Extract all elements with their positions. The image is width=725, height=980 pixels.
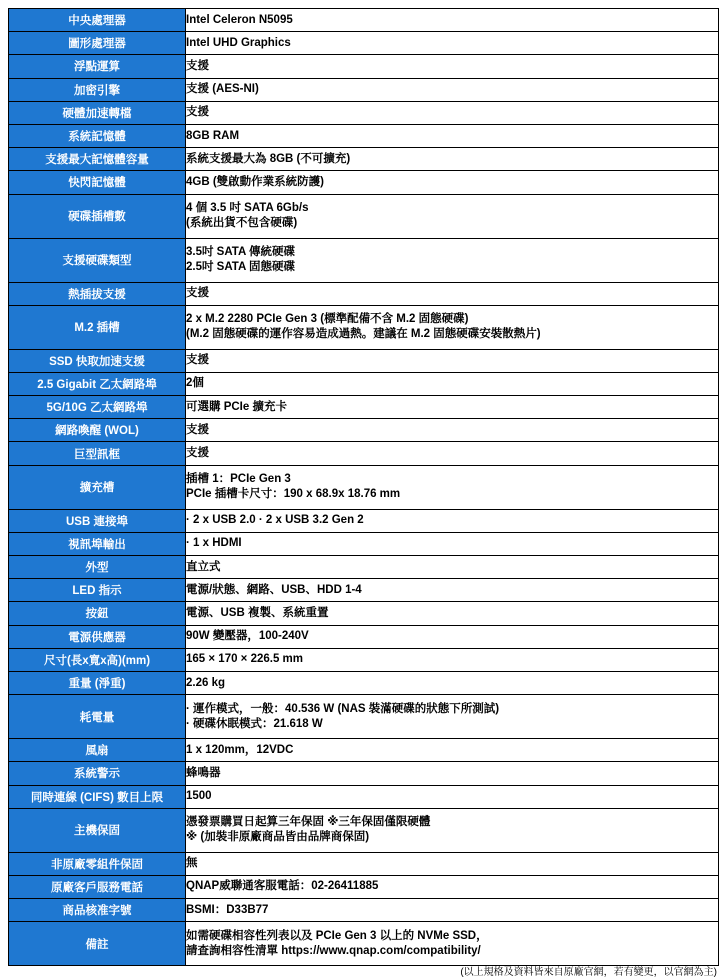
spec-value-line: QNAP威聯通客服電話：02-26411885 xyxy=(186,880,379,893)
spec-row xyxy=(9,282,719,305)
spec-value-line: 蜂鳴器 xyxy=(186,766,221,779)
spec-value-line: 2.5吋 SATA 固態硬碟 xyxy=(186,261,296,273)
spec-value-line: 1500 xyxy=(186,790,212,803)
spec-value-line: 1 x 120mm，12VDC xyxy=(186,743,294,756)
spec-value-line: Intel UHD Graphics xyxy=(186,36,291,49)
spec-label: USB 連接埠 xyxy=(9,509,186,532)
spec-value-line: 支援 xyxy=(186,106,209,119)
spec-value-line: 支援 xyxy=(186,423,209,436)
spec-row xyxy=(9,922,719,966)
spec-value xyxy=(186,465,719,509)
spec-row xyxy=(9,808,719,852)
spec-label: 硬碟插槽數 xyxy=(9,194,186,238)
spec-value-line: 165 × 170 × 226.5 mm xyxy=(186,653,304,666)
spec-value xyxy=(186,9,719,32)
spec-row xyxy=(9,55,719,78)
spec-row xyxy=(9,695,719,739)
spec-row xyxy=(9,532,719,555)
spec-value xyxy=(186,671,719,694)
spec-row xyxy=(9,579,719,602)
spec-label: 圖形處理器 xyxy=(9,32,186,55)
spec-label: 系統警示 xyxy=(9,762,186,785)
spec-value xyxy=(186,124,719,147)
spec-row xyxy=(9,875,719,898)
spec-row xyxy=(9,465,719,509)
spec-value-line: 支援 (AES-NI) xyxy=(186,83,259,96)
spec-label: 非原廠零組件保固 xyxy=(9,852,186,875)
spec-value-line: · 1 x HDMI xyxy=(186,537,242,550)
spec-value-line: 4GB (雙啟動作業系統防護) xyxy=(186,175,324,188)
spec-label: LED 指示 xyxy=(9,579,186,602)
spec-label: 2.5 Gigabit 乙太網路埠 xyxy=(9,372,186,395)
spec-value xyxy=(186,282,719,305)
spec-label: 快閃記憶體 xyxy=(9,171,186,194)
spec-value xyxy=(186,419,719,442)
spec-row xyxy=(9,32,719,55)
spec-row xyxy=(9,762,719,785)
spec-value xyxy=(186,305,719,349)
spec-table xyxy=(8,8,719,966)
spec-value xyxy=(186,762,719,785)
footnote: (以上規格及資料皆來自原廠官網，若有變更，以官網為主) xyxy=(460,967,717,978)
spec-label: 系統記憶體 xyxy=(9,124,186,147)
spec-value-line: 8GB RAM xyxy=(186,129,240,142)
spec-value-line: 電源、USB 複製、系統重置 xyxy=(186,606,329,619)
spec-value xyxy=(186,238,719,282)
spec-label: M.2 插槽 xyxy=(9,305,186,349)
spec-row xyxy=(9,648,719,671)
spec-value-line: 支援 xyxy=(186,59,209,72)
spec-label: 巨型訊框 xyxy=(9,442,186,465)
spec-label: 網路喚醒 (WOL) xyxy=(9,419,186,442)
spec-label: 硬體加速轉檔 xyxy=(9,101,186,124)
spec-value xyxy=(186,101,719,124)
spec-label: 耗電量 xyxy=(9,695,186,739)
spec-label: 5G/10G 乙太網路埠 xyxy=(9,396,186,419)
spec-row xyxy=(9,785,719,808)
spec-label: 商品核准字號 xyxy=(9,899,186,922)
spec-label: 原廠客戶服務電話 xyxy=(9,875,186,898)
spec-value xyxy=(186,148,719,171)
spec-value xyxy=(186,899,719,922)
spec-row xyxy=(9,899,719,922)
spec-row xyxy=(9,124,719,147)
spec-value xyxy=(186,442,719,465)
spec-value-line: 電源/狀態、網路、USB、HDD 1-4 xyxy=(186,583,362,596)
spec-value-line: (系統出貨不包含硬碟) xyxy=(186,217,298,229)
spec-row xyxy=(9,852,719,875)
spec-label: 按鈕 xyxy=(9,602,186,625)
spec-row xyxy=(9,442,719,465)
spec-row xyxy=(9,419,719,442)
spec-label: 主機保固 xyxy=(9,808,186,852)
spec-value-line: 支援 xyxy=(186,447,209,460)
spec-value xyxy=(186,372,719,395)
spec-value-line: 直立式 xyxy=(186,560,221,573)
spec-value xyxy=(186,695,719,739)
spec-label: 風扇 xyxy=(9,739,186,762)
spec-row xyxy=(9,349,719,372)
spec-value-line: 支援 xyxy=(186,354,209,367)
spec-value-line: BSMI：D33B77 xyxy=(186,903,269,916)
spec-label: 浮點運算 xyxy=(9,55,186,78)
spec-row xyxy=(9,305,719,349)
spec-row xyxy=(9,602,719,625)
spec-table-body xyxy=(9,9,719,966)
spec-value xyxy=(186,532,719,555)
spec-row xyxy=(9,101,719,124)
spec-value-line: 2 x M.2 2280 PCIe Gen 3 (標準配備不含 M.2 固態硬碟) xyxy=(186,313,469,326)
spec-value-line: 2.26 kg xyxy=(186,676,225,689)
spec-value xyxy=(186,579,719,602)
spec-value-line: 如需硬碟相容性列表以及 PCIe Gen 3 以上的 NVMe SSD， xyxy=(186,929,488,942)
spec-row xyxy=(9,509,719,532)
spec-value-line: 2個 xyxy=(186,377,204,390)
spec-row xyxy=(9,78,719,101)
spec-value xyxy=(186,625,719,648)
spec-value xyxy=(186,785,719,808)
spec-value-line: (M.2 固態硬碟的運作容易造成過熱。建議在 M.2 固態硬碟安裝散熱片) xyxy=(186,328,541,341)
spec-value xyxy=(186,852,719,875)
spec-row xyxy=(9,625,719,648)
spec-value xyxy=(186,739,719,762)
spec-label: 尺寸(長x寬x高)(mm) xyxy=(9,648,186,671)
spec-label: 支援硬碟類型 xyxy=(9,238,186,282)
spec-value xyxy=(186,509,719,532)
spec-label: 熱插拔支援 xyxy=(9,282,186,305)
spec-value-line: 支援 xyxy=(186,287,209,300)
spec-label: SSD 快取加速支援 xyxy=(9,349,186,372)
spec-label: 電源供應器 xyxy=(9,625,186,648)
spec-value-line: 插槽 1：PCIe Gen 3 xyxy=(186,473,291,486)
spec-value-line: Intel Celeron N5095 xyxy=(186,13,293,26)
spec-label: 外型 xyxy=(9,556,186,579)
spec-value-line: 請查詢相容性清單 https://www.qnap.com/compatibility/ xyxy=(186,944,481,957)
spec-value xyxy=(186,556,719,579)
spec-value xyxy=(186,55,719,78)
spec-value-line: 3.5吋 SATA 傳統硬碟 xyxy=(186,246,296,258)
spec-value xyxy=(186,396,719,419)
spec-value xyxy=(186,32,719,55)
spec-label: 中央處理器 xyxy=(9,9,186,32)
spec-value-line: ※ (加裝非原廠商品皆由品牌商保固) xyxy=(186,831,370,844)
spec-value-line: · 硬碟休眠模式：21.618 W xyxy=(186,717,323,730)
spec-value-line: 90W 變壓器，100-240V xyxy=(186,630,309,643)
spec-row xyxy=(9,148,719,171)
spec-label: 重量 (淨重) xyxy=(9,671,186,694)
spec-label: 支援最大記憶體容量 xyxy=(9,148,186,171)
spec-row xyxy=(9,171,719,194)
spec-label: 加密引擎 xyxy=(9,78,186,101)
spec-label: 擴充槽 xyxy=(9,465,186,509)
spec-value xyxy=(186,648,719,671)
spec-value xyxy=(186,171,719,194)
spec-label: 視訊埠輸出 xyxy=(9,532,186,555)
spec-value-line: · 2 x USB 2.0 · 2 x USB 3.2 Gen 2 xyxy=(186,514,364,527)
spec-value-line: 系統支援最大為 8GB (不可擴充) xyxy=(186,152,351,165)
spec-value-line: 4 個 3.5 吋 SATA 6Gb/s xyxy=(186,202,309,214)
spec-value-line: 可選購 PCIe 擴充卡 xyxy=(186,400,287,413)
spec-row xyxy=(9,9,719,32)
spec-row xyxy=(9,194,719,238)
spec-value-line: PCIe 插槽卡尺寸：190 x 68.9x 18.76 mm xyxy=(186,488,401,501)
spec-label: 同時連線 (CIFS) 數目上限 xyxy=(9,785,186,808)
spec-row xyxy=(9,739,719,762)
spec-row xyxy=(9,396,719,419)
spec-value xyxy=(186,602,719,625)
spec-value xyxy=(186,78,719,101)
spec-value-line: · 運作模式，一般：40.536 W (NAS 裝滿硬碟的狀態下所測試) xyxy=(186,702,500,715)
spec-value xyxy=(186,875,719,898)
spec-label: 備註 xyxy=(9,922,186,966)
spec-value xyxy=(186,808,719,852)
spec-value-line: 無 xyxy=(186,857,198,870)
spec-value xyxy=(186,194,719,238)
spec-row xyxy=(9,671,719,694)
spec-value-line: 憑發票購買日起算三年保固 ※三年保固僅限硬體 xyxy=(186,816,431,829)
spec-value xyxy=(186,922,719,966)
spec-row xyxy=(9,372,719,395)
spec-row xyxy=(9,238,719,282)
spec-row xyxy=(9,556,719,579)
spec-value xyxy=(186,349,719,372)
